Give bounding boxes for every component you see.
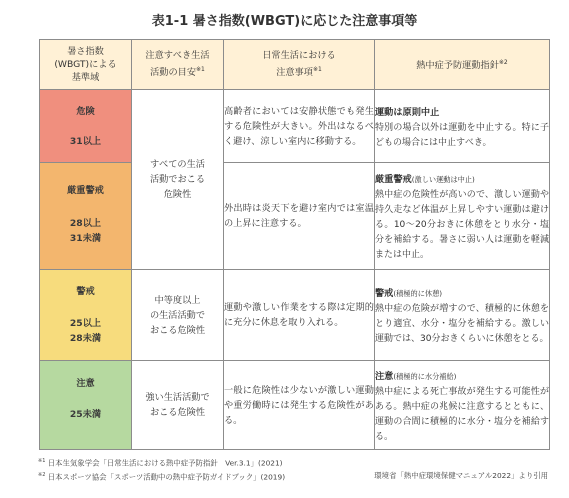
header-wbgt-line3: 基準域 <box>71 72 100 83</box>
header-wbgt-line2: (WBGT)による <box>54 59 117 70</box>
header-wbgt-range <box>40 40 132 90</box>
target-line: 危険性 <box>163 189 192 200</box>
header-activity-line1: 注意すべき生活 <box>145 49 210 61</box>
level-name: 注意 <box>76 378 95 389</box>
heat-index-table <box>39 39 550 450</box>
level-range: 31未満 <box>69 233 102 244</box>
footnote-text: 日本スポーツ協会「スポーツ活動中の熱中症予防ガイドブック」(2019) <box>47 472 286 482</box>
guide-text: 熱中症の危険が増すので、積極的に休憩をとり適宜、水分・塩分を補給する。激しい運動では、30分おきくらいに休憩をとる。 <box>375 304 549 344</box>
guide-head: 警戒 <box>375 288 394 299</box>
level-range: 28以上 <box>69 218 102 229</box>
target-line: 活動でおこる <box>149 174 206 185</box>
footnote-mark: ※1 <box>38 458 46 464</box>
source-citation: 環境省「熱中症環境保健マニュアル2022」より引用 <box>374 471 548 480</box>
life-caution-genju: 外出時は炎天下を避け室内では室温の上昇に注意する。 <box>224 163 375 270</box>
header-daily-line2-wrap <box>224 63 374 80</box>
level-range: 25以上 <box>69 318 102 329</box>
guide-text: 熱中症の危険性が高いので、激しい運動や持久走など体温が上昇しやすい運動は避ける。10～20分おきに休憩をとり水分・塩分を補給する。暑さに弱い人は運動を軽減または中止。 <box>375 190 549 260</box>
guide-sub: (積極的に休憩) <box>393 289 443 298</box>
header-exercise-label: 熱中症予防運動指針 <box>416 60 499 72</box>
guide-head: 運動は原則中止 <box>375 107 440 118</box>
target-line: おこる危険性 <box>149 407 206 418</box>
level-name: 警戒 <box>76 286 95 297</box>
life-caution-chui: 一般に危険性は少ないが激しい運動や重労働時には発生する危険性がある。 <box>224 361 375 450</box>
row-chui <box>40 361 550 450</box>
row-kiken <box>40 90 550 163</box>
target-line: 強い生活活動で <box>145 392 210 403</box>
guide-genju <box>375 163 550 270</box>
header-activity-line2: 活動の目安 <box>150 67 197 79</box>
level-chui <box>40 361 132 450</box>
footnote-mark: ※1 <box>196 65 205 73</box>
guide-kiken <box>375 90 550 163</box>
life-caution-keikai: 運動や激しい作業をする際は定期的に充分に休息を取り入れる。 <box>224 270 375 361</box>
guide-head: 注意 <box>375 370 394 382</box>
life-caution-kiken: 高齢者においては安静状態でも発生する危険性が大きい。外出はなるべく避け、涼しい室内に移動する。 <box>224 90 375 163</box>
guide-text: 特別の場合以外は運動を中止する。特に子どもの場合には中止すべき。 <box>375 123 549 148</box>
footnote-mark: ※1 <box>312 65 322 73</box>
guide-text: 熱中症による死亡事故が発生する可能性がある。熱中症の兆候に注意するとともに、運動の合間に積極的に水分・塩分を補給する。 <box>375 386 549 442</box>
header-daily-line2: 注意事項 <box>276 67 313 79</box>
row-keikai <box>40 270 550 361</box>
header-activity-target <box>132 40 224 90</box>
target-all-activity <box>132 90 224 270</box>
level-genju-keikai <box>40 163 132 270</box>
footnote-mark: ※2 <box>38 472 46 478</box>
header-activity-line2-wrap <box>132 63 223 80</box>
target-strong-activity <box>132 361 224 450</box>
header-row <box>40 40 550 90</box>
level-name: 危険 <box>76 106 95 117</box>
row-genju-keikai <box>40 163 550 270</box>
footnote-2 <box>38 470 285 482</box>
target-moderate-activity <box>132 270 224 361</box>
target-line: おこる危険性 <box>149 324 206 336</box>
guide-sub: (激しい運動は中止) <box>411 175 475 184</box>
level-name: 厳重警戒 <box>67 185 104 196</box>
guide-sub: (積極的に水分補給) <box>393 371 457 381</box>
level-keikai <box>40 270 132 361</box>
guide-chui <box>375 361 550 450</box>
level-range: 28未満 <box>69 333 102 344</box>
footnote-1 <box>38 456 283 468</box>
header-daily-line1: 日常生活における <box>262 49 336 61</box>
level-kiken <box>40 90 132 163</box>
guide-head: 厳重警戒 <box>375 174 412 185</box>
header-daily-caution <box>224 40 375 90</box>
level-range: 25未満 <box>69 409 102 420</box>
guide-keikai <box>375 270 550 361</box>
target-line: すべての生活 <box>150 159 205 170</box>
footnote-text: 日本生気象学会「日常生活における熱中症予防指針 Ver.3.1」(2021) <box>47 458 283 468</box>
header-wbgt-line1: 暑さ指数 <box>67 46 104 57</box>
target-line: 中等度以上 <box>154 294 201 306</box>
table-title: 表1-1 暑さ指数(WBGT)に応じた注意事項等 <box>151 14 418 29</box>
level-range: 31以上 <box>69 136 102 147</box>
target-line: の生活活動で <box>149 309 206 321</box>
footnote-mark: ※2 <box>498 58 508 66</box>
header-exercise-guideline <box>375 40 550 90</box>
